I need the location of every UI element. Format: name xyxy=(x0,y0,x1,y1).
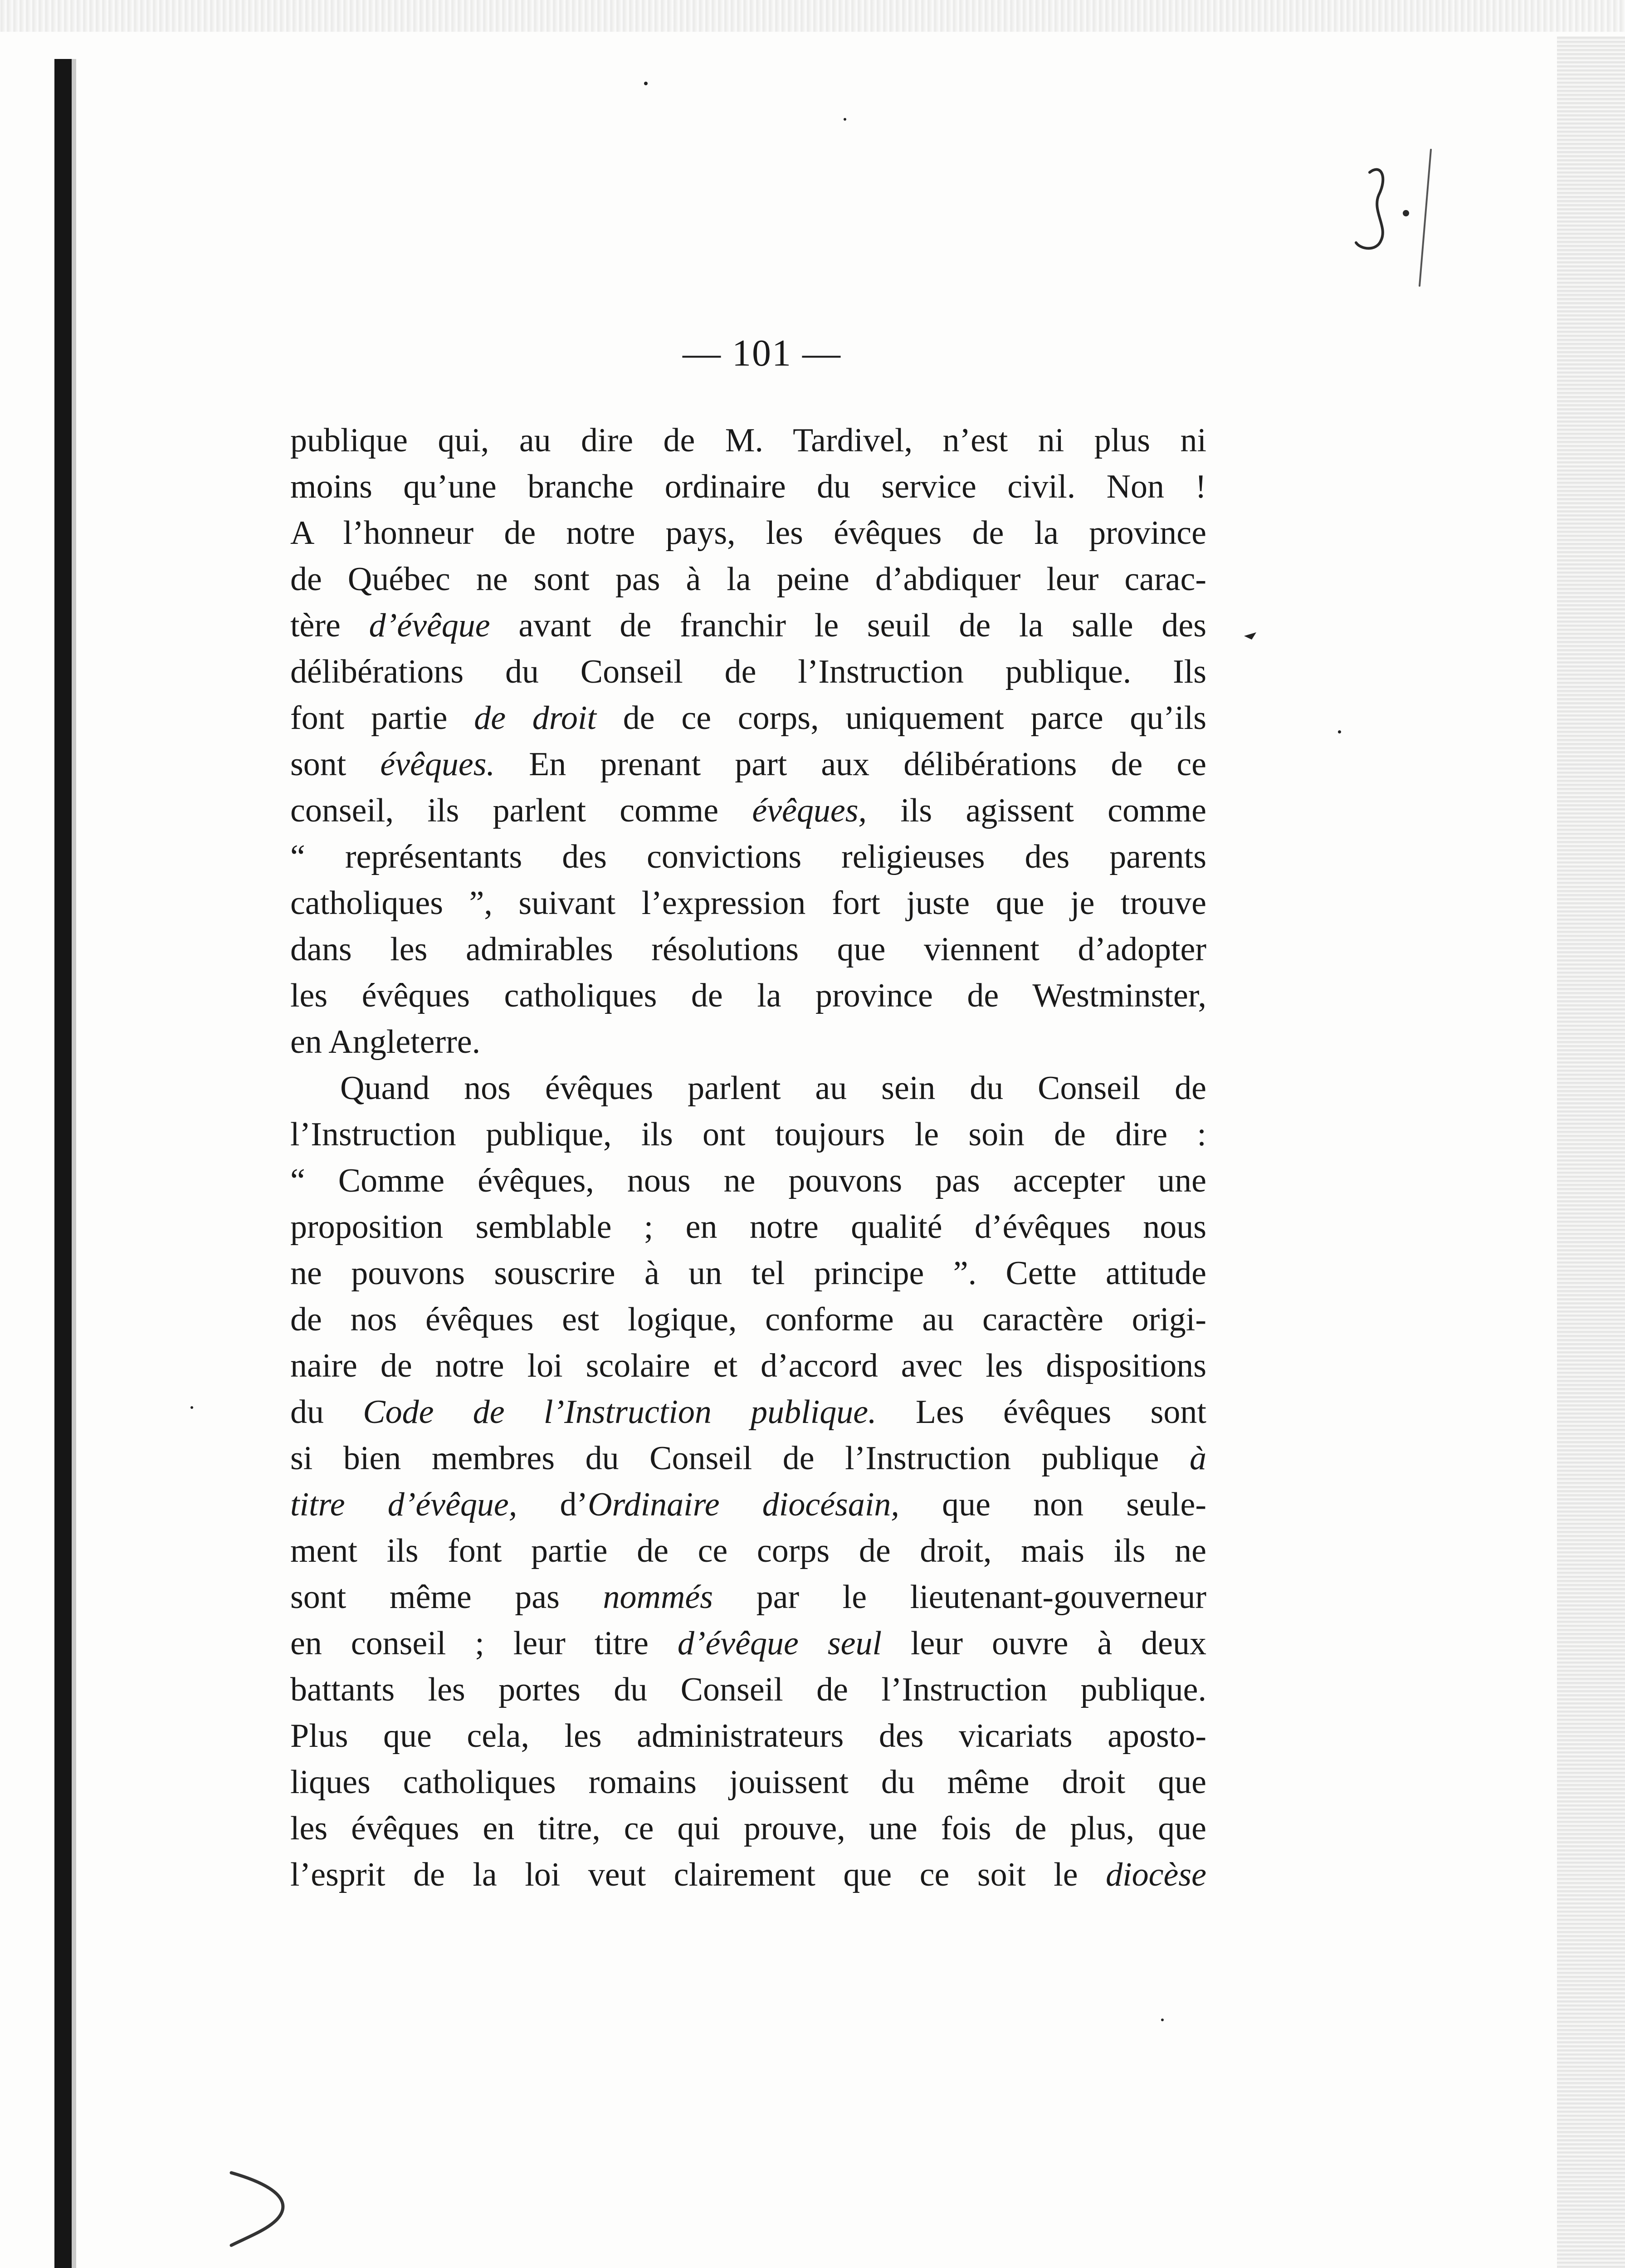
text-run: l’esprit de la loi veut clairement que ce soit le xyxy=(290,1856,1106,1893)
text-run: Quand nos évêques parlent au sein du Conseil de xyxy=(340,1070,1206,1107)
body-text xyxy=(290,417,1206,1898)
italic-text: d’évêque seul xyxy=(677,1625,882,1662)
text-run: de ce corps, uniquement parce qu’ils xyxy=(596,699,1206,737)
text-line xyxy=(290,1435,1206,1481)
text-line xyxy=(290,1528,1206,1574)
text-run: ils agissent comme xyxy=(867,792,1206,829)
text-run: “ Comme évêques, nous ne pouvons pas accepter une xyxy=(290,1162,1206,1199)
text-run: que non seule- xyxy=(899,1486,1206,1523)
text-run: avant de franchir le seuil de la salle des xyxy=(490,607,1206,644)
text-run: sont même pas xyxy=(290,1579,603,1616)
text-run: proposition semblable ; en notre qualité d’évêques nous xyxy=(290,1208,1206,1246)
text-line xyxy=(290,1343,1206,1389)
page-top-edge xyxy=(0,0,1625,32)
text-line xyxy=(290,1805,1206,1852)
text-line xyxy=(290,1204,1206,1250)
text-run: Les évêques sont xyxy=(876,1393,1206,1431)
text-line xyxy=(290,787,1206,834)
scan-speck xyxy=(1338,730,1341,733)
text-run: si bien membres du Conseil de l’Instruction publique xyxy=(290,1440,1190,1477)
italic-text: à xyxy=(1190,1440,1206,1477)
text-line xyxy=(290,1389,1206,1435)
binding-edge-shadow xyxy=(72,59,76,2268)
text-run: leur ouvre à deux xyxy=(882,1625,1206,1662)
text-line xyxy=(290,1111,1206,1158)
italic-text: Code de l’Instruction publique. xyxy=(363,1393,877,1431)
text-line xyxy=(290,1759,1206,1805)
text-run: En prenant part aux délibérations de ce xyxy=(495,746,1207,783)
text-run: l’Instruction publique, ils ont toujours le soin de dire : xyxy=(290,1116,1206,1153)
text-run: tère xyxy=(290,607,369,644)
text-run: moins qu’une branche ordinaire du service civil. Non ! xyxy=(290,468,1206,505)
text-line xyxy=(290,1713,1206,1759)
text-run: en Angleterre. xyxy=(290,1023,481,1061)
text-line xyxy=(290,1574,1206,1620)
text-run: sont xyxy=(290,746,381,783)
text-line xyxy=(290,834,1206,880)
text-run: de nos évêques est logique, conforme au caractère origi- xyxy=(290,1301,1206,1338)
text-run: publique qui, au dire de M. Tardivel, n’est ni plus ni xyxy=(290,422,1206,459)
text-run: du xyxy=(290,1393,363,1431)
text-run: Plus que cela, les administrateurs des vicariats aposto- xyxy=(290,1717,1206,1755)
italic-text: titre d’évêque, xyxy=(290,1486,517,1523)
text-run: “ représentants des convictions religieuses des parents xyxy=(290,838,1206,875)
text-run: ne pouvons souscrire à un tel principe ”. Cette attitude xyxy=(290,1255,1206,1292)
page-right-edge xyxy=(1557,36,1625,2268)
text-run: dans les admirables résolutions que viennent d’adopter xyxy=(290,931,1206,968)
text-line xyxy=(290,1250,1206,1296)
text-run: A l’honneur de notre pays, les évêques de la province xyxy=(290,514,1206,552)
italic-text: diocèse xyxy=(1106,1856,1206,1893)
text-run: en conseil ; leur titre xyxy=(290,1625,678,1662)
text-run: délibérations du Conseil de l’Instruction publique. Ils xyxy=(290,653,1206,690)
scan-speck xyxy=(644,82,648,85)
text-line xyxy=(290,1065,1206,1111)
italic-text: Ordinaire diocésain, xyxy=(588,1486,899,1523)
text-line xyxy=(290,1019,1206,1065)
text-line xyxy=(290,880,1206,926)
text-run: battants les portes du Conseil de l’Instruction publique. xyxy=(290,1671,1206,1708)
pencil-mark xyxy=(222,2164,299,2254)
text-run: naire de notre loi scolaire et d’accord avec les dispositions xyxy=(290,1347,1206,1384)
text-run: par le lieutenant-gouverneur xyxy=(713,1579,1206,1616)
text-run: liques catholiques romains jouissent du même droit que xyxy=(290,1764,1206,1801)
scan-speck xyxy=(1161,2019,1164,2021)
text-line xyxy=(290,1296,1206,1343)
text-line xyxy=(290,556,1206,602)
text-line xyxy=(290,602,1206,649)
italic-text: évêques. xyxy=(380,746,495,783)
text-line xyxy=(290,417,1206,464)
text-line xyxy=(290,741,1206,787)
text-line xyxy=(290,695,1206,741)
text-run: de Québec ne sont pas à la peine d’abdiquer leur carac- xyxy=(290,561,1206,598)
text-run: les évêques catholiques de la province de Westminster, xyxy=(290,977,1206,1014)
text-line xyxy=(290,973,1206,1019)
handwritten-mark xyxy=(1338,136,1447,299)
text-run: les évêques en titre, ce qui prouve, une fois de plus, que xyxy=(290,1810,1206,1847)
italic-text: d’évêque xyxy=(369,607,490,644)
page-number: — 101 — xyxy=(683,332,841,374)
text-line xyxy=(290,926,1206,973)
text-run: conseil, ils parlent comme xyxy=(290,792,752,829)
text-run: ment ils font partie de ce corps de droit, mais ils ne xyxy=(290,1532,1206,1569)
text-line xyxy=(290,1852,1206,1898)
binding-edge xyxy=(54,59,72,2268)
italic-text: évêques, xyxy=(752,792,867,829)
text-line xyxy=(290,510,1206,556)
italic-text: de droit xyxy=(474,699,596,737)
text-run: font partie xyxy=(290,699,474,737)
text-line xyxy=(290,649,1206,695)
text-line xyxy=(290,1158,1206,1204)
text-line xyxy=(290,464,1206,510)
text-run: d’ xyxy=(517,1486,588,1523)
text-line xyxy=(290,1620,1206,1667)
text-line xyxy=(290,1481,1206,1528)
margin-mark xyxy=(1242,626,1260,644)
text-line xyxy=(290,1667,1206,1713)
text-run: catholiques ”, suivant l’expression fort juste que je trouve xyxy=(290,885,1206,922)
scan-speck xyxy=(190,1406,193,1409)
scan-speck xyxy=(844,118,846,121)
italic-text: nommés xyxy=(603,1579,713,1616)
